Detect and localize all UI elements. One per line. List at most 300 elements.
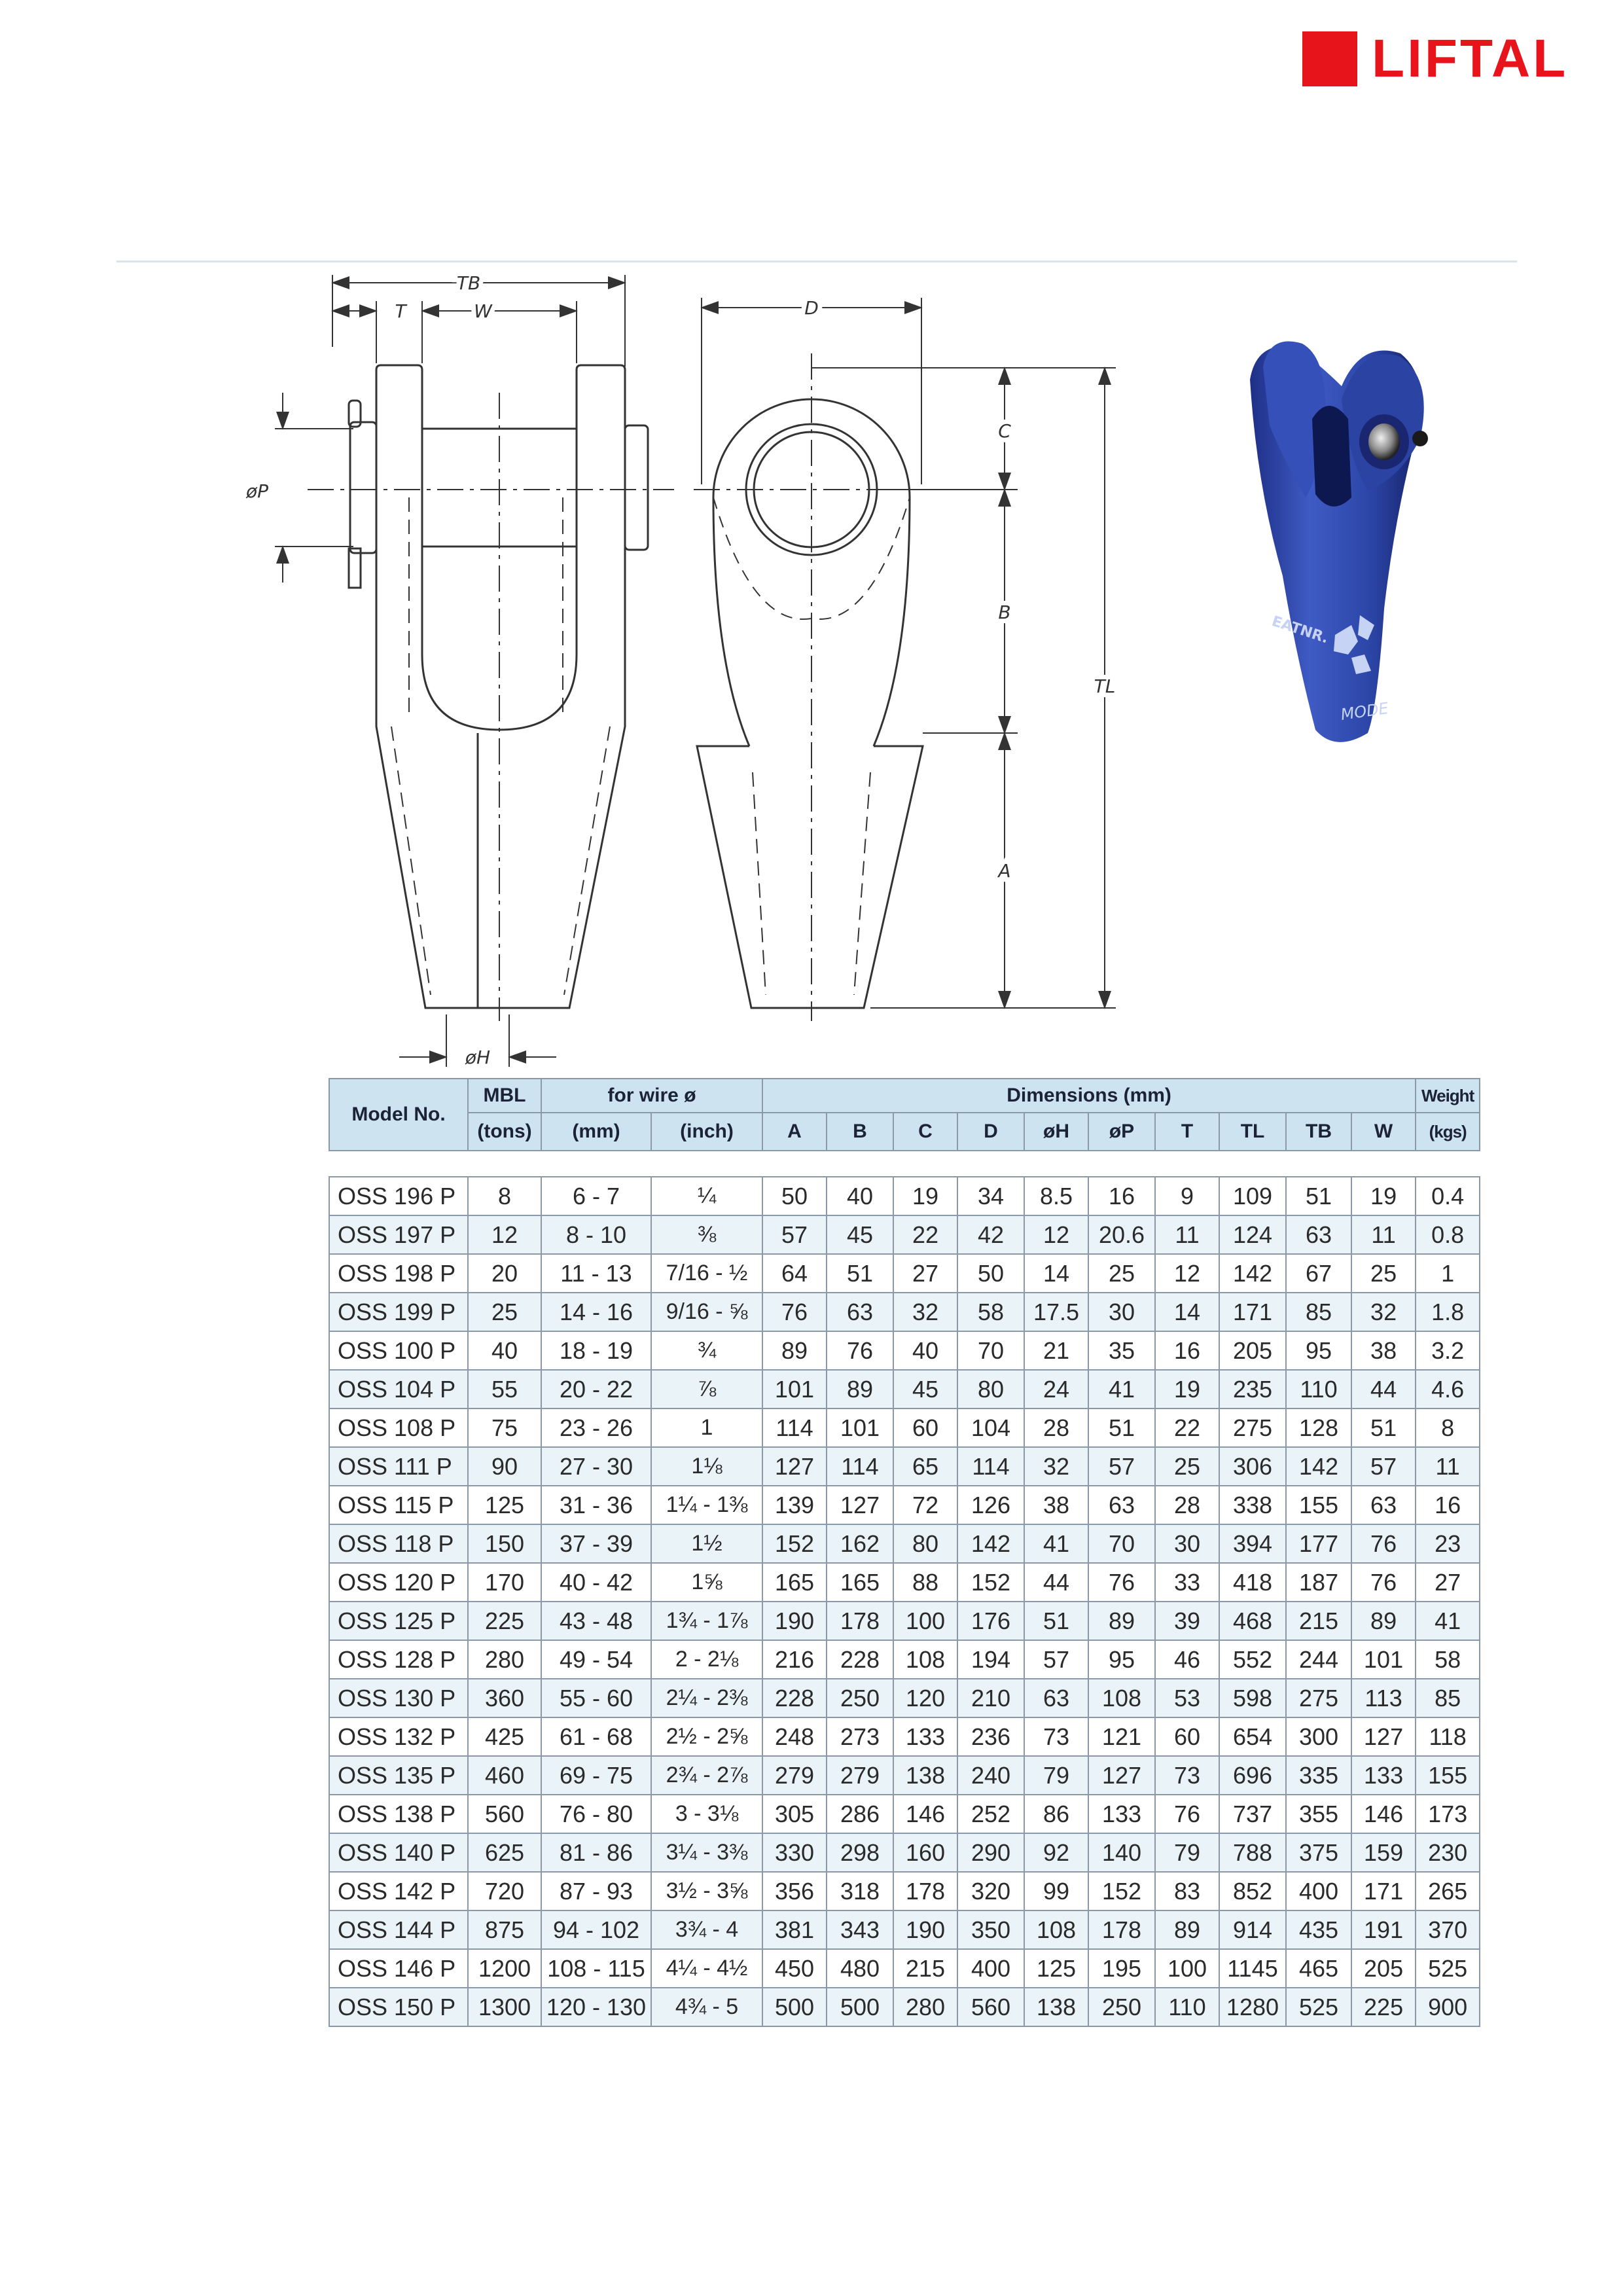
- cell-mm: 76 - 80: [541, 1795, 651, 1833]
- cell-a: 330: [762, 1833, 827, 1872]
- cell-mbl: 25: [468, 1293, 541, 1331]
- cell-h: 32: [1024, 1447, 1088, 1486]
- table-row: [329, 1756, 1480, 1795]
- header-weight-unit: (kgs): [1416, 1113, 1480, 1151]
- cell-mm: 18 - 19: [541, 1331, 651, 1370]
- photo-model-text: MODE: [1339, 699, 1390, 724]
- cell-model: OSS 198 P: [329, 1254, 468, 1293]
- cell-w: 19: [1351, 1177, 1416, 1215]
- cell-w: 89: [1351, 1602, 1416, 1640]
- cell-t: 39: [1155, 1602, 1219, 1640]
- cell-p: 51: [1088, 1408, 1155, 1447]
- cell-w: 127: [1351, 1717, 1416, 1756]
- cell-d: 152: [957, 1563, 1024, 1602]
- cell-p: 70: [1088, 1524, 1155, 1563]
- cell-a: 450: [762, 1949, 827, 1988]
- cell-a: 127: [762, 1447, 827, 1486]
- cell-d: 350: [957, 1910, 1024, 1949]
- cell-model: OSS 138 P: [329, 1795, 468, 1833]
- cell-h: 51: [1024, 1602, 1088, 1640]
- cell-tl: 852: [1219, 1872, 1286, 1910]
- cell-model: OSS 135 P: [329, 1756, 468, 1795]
- cell-mbl: 55: [468, 1370, 541, 1408]
- cell-inch: 1¾ - 1⅞: [651, 1602, 762, 1640]
- cell-w: 44: [1351, 1370, 1416, 1408]
- cell-mbl: 20: [468, 1254, 541, 1293]
- header-wire-mm: (mm): [541, 1113, 651, 1151]
- brand-logo: [1302, 31, 1568, 86]
- cell-mbl: 225: [468, 1602, 541, 1640]
- table-row: [329, 1833, 1480, 1872]
- header-mbl-unit: (tons): [468, 1113, 541, 1151]
- cell-t: 76: [1155, 1795, 1219, 1833]
- cell-p: 30: [1088, 1293, 1155, 1331]
- table-row: [329, 1254, 1480, 1293]
- cell-mbl: 12: [468, 1215, 541, 1254]
- cell-tl: 418: [1219, 1563, 1286, 1602]
- cell-b: 480: [827, 1949, 893, 1988]
- cell-h: 17.5: [1024, 1293, 1088, 1331]
- cell-kg: 0.8: [1416, 1215, 1480, 1254]
- cell-b: 279: [827, 1756, 893, 1795]
- dim-tl-label: TL: [1094, 675, 1116, 697]
- cell-p: 35: [1088, 1331, 1155, 1370]
- cell-tb: 355: [1286, 1795, 1351, 1833]
- cell-d: 58: [957, 1293, 1024, 1331]
- cell-d: 194: [957, 1640, 1024, 1679]
- cell-t: 33: [1155, 1563, 1219, 1602]
- cell-h: 24: [1024, 1370, 1088, 1408]
- cell-c: 65: [893, 1447, 957, 1486]
- cell-a: 381: [762, 1910, 827, 1949]
- cell-tl: 696: [1219, 1756, 1286, 1795]
- cell-a: 101: [762, 1370, 827, 1408]
- cell-b: 298: [827, 1833, 893, 1872]
- table-row: [329, 1293, 1480, 1331]
- cell-tb: 177: [1286, 1524, 1351, 1563]
- cell-d: 114: [957, 1447, 1024, 1486]
- cell-tl: 338: [1219, 1486, 1286, 1524]
- header-dimensions: Dimensions (mm): [762, 1079, 1416, 1113]
- cell-t: 16: [1155, 1331, 1219, 1370]
- cell-tb: 244: [1286, 1640, 1351, 1679]
- cell-a: 500: [762, 1988, 827, 2026]
- cell-h: 57: [1024, 1640, 1088, 1679]
- cell-kg: 27: [1416, 1563, 1480, 1602]
- cell-c: 19: [893, 1177, 957, 1215]
- cell-d: 42: [957, 1215, 1024, 1254]
- cell-p: 76: [1088, 1563, 1155, 1602]
- cell-kg: 230: [1416, 1833, 1480, 1872]
- cell-model: OSS 125 P: [329, 1602, 468, 1640]
- cell-tb: 525: [1286, 1988, 1351, 2026]
- logo-square-icon: [1302, 31, 1357, 86]
- cell-p: 16: [1088, 1177, 1155, 1215]
- cell-mm: 40 - 42: [541, 1563, 651, 1602]
- cell-tl: 394: [1219, 1524, 1286, 1563]
- cell-t: 11: [1155, 1215, 1219, 1254]
- table-row: [329, 1640, 1480, 1679]
- cell-kg: 900: [1416, 1988, 1480, 2026]
- cell-tl: 306: [1219, 1447, 1286, 1486]
- cell-inch: 3½ - 3⅝: [651, 1872, 762, 1910]
- cell-model: OSS 120 P: [329, 1563, 468, 1602]
- cell-mm: 14 - 16: [541, 1293, 651, 1331]
- cell-tl: 598: [1219, 1679, 1286, 1717]
- cell-t: 83: [1155, 1872, 1219, 1910]
- header-dim-h: øH: [1024, 1113, 1088, 1151]
- cell-tb: 85: [1286, 1293, 1351, 1331]
- cell-b: 45: [827, 1215, 893, 1254]
- cell-p: 178: [1088, 1910, 1155, 1949]
- cell-tb: 155: [1286, 1486, 1351, 1524]
- header-dim-tb: TB: [1286, 1113, 1351, 1151]
- cell-b: 89: [827, 1370, 893, 1408]
- cell-tb: 142: [1286, 1447, 1351, 1486]
- cell-t: 53: [1155, 1679, 1219, 1717]
- header-dim-a: A: [762, 1113, 827, 1151]
- cell-t: 22: [1155, 1408, 1219, 1447]
- header-dim-d: D: [957, 1113, 1024, 1151]
- cell-w: 63: [1351, 1486, 1416, 1524]
- cell-tb: 465: [1286, 1949, 1351, 1988]
- cell-w: 57: [1351, 1447, 1416, 1486]
- cell-a: 228: [762, 1679, 827, 1717]
- cell-d: 142: [957, 1524, 1024, 1563]
- cell-kg: 41: [1416, 1602, 1480, 1640]
- cell-inch: 4¾ - 5: [651, 1988, 762, 2026]
- cell-c: 45: [893, 1370, 957, 1408]
- cell-c: 138: [893, 1756, 957, 1795]
- cell-mm: 8 - 10: [541, 1215, 651, 1254]
- cell-tb: 335: [1286, 1756, 1351, 1795]
- cell-model: OSS 115 P: [329, 1486, 468, 1524]
- cell-d: 80: [957, 1370, 1024, 1408]
- cell-a: 248: [762, 1717, 827, 1756]
- cell-inch: 3 - 3⅛: [651, 1795, 762, 1833]
- cell-kg: 58: [1416, 1640, 1480, 1679]
- cell-tl: 109: [1219, 1177, 1286, 1215]
- cell-kg: 11: [1416, 1447, 1480, 1486]
- dim-w-label: W: [474, 300, 492, 322]
- technical-drawing: [0, 0, 1152, 1080]
- table-row: [329, 1408, 1480, 1447]
- cell-w: 205: [1351, 1949, 1416, 1988]
- cell-c: 100: [893, 1602, 957, 1640]
- cell-a: 139: [762, 1486, 827, 1524]
- table-body: [329, 1177, 1480, 2026]
- dim-c-label: C: [998, 420, 1011, 442]
- cell-kg: 265: [1416, 1872, 1480, 1910]
- cell-b: 162: [827, 1524, 893, 1563]
- cell-b: 101: [827, 1408, 893, 1447]
- cell-mbl: 150: [468, 1524, 541, 1563]
- cell-a: 57: [762, 1215, 827, 1254]
- cell-w: 101: [1351, 1640, 1416, 1679]
- cell-h: 14: [1024, 1254, 1088, 1293]
- table-row: [329, 1717, 1480, 1756]
- cell-tb: 110: [1286, 1370, 1351, 1408]
- cell-model: OSS 150 P: [329, 1988, 468, 2026]
- cell-c: 22: [893, 1215, 957, 1254]
- cell-c: 280: [893, 1988, 957, 2026]
- header-dim-p: øP: [1088, 1113, 1155, 1151]
- cell-kg: 4.6: [1416, 1370, 1480, 1408]
- cell-tl: 275: [1219, 1408, 1286, 1447]
- table-row: [329, 1524, 1480, 1563]
- cell-t: 14: [1155, 1293, 1219, 1331]
- cell-d: 400: [957, 1949, 1024, 1988]
- cell-p: 89: [1088, 1602, 1155, 1640]
- header-weight: Weight: [1416, 1079, 1480, 1113]
- cell-p: 95: [1088, 1640, 1155, 1679]
- cell-kg: 173: [1416, 1795, 1480, 1833]
- cell-p: 20.6: [1088, 1215, 1155, 1254]
- cell-inch: ⅞: [651, 1370, 762, 1408]
- cell-t: 9: [1155, 1177, 1219, 1215]
- cell-c: 40: [893, 1331, 957, 1370]
- cell-mm: 94 - 102: [541, 1910, 651, 1949]
- cell-kg: 3.2: [1416, 1331, 1480, 1370]
- cell-b: 114: [827, 1447, 893, 1486]
- cell-a: 356: [762, 1872, 827, 1910]
- table-row: [329, 1331, 1480, 1370]
- cell-tb: 187: [1286, 1563, 1351, 1602]
- cell-p: 133: [1088, 1795, 1155, 1833]
- header-dim-t: T: [1155, 1113, 1219, 1151]
- cell-w: 113: [1351, 1679, 1416, 1717]
- cell-tl: 124: [1219, 1215, 1286, 1254]
- cell-mbl: 460: [468, 1756, 541, 1795]
- cell-a: 190: [762, 1602, 827, 1640]
- cell-mm: 6 - 7: [541, 1177, 651, 1215]
- brand-name: LIFTAL: [1372, 29, 1569, 88]
- cell-tl: 205: [1219, 1331, 1286, 1370]
- header-model: Model No.: [329, 1079, 468, 1151]
- cell-h: 41: [1024, 1524, 1088, 1563]
- dim-h-label: øH: [465, 1047, 491, 1068]
- header-dim-tl: TL: [1219, 1113, 1286, 1151]
- table-row: [329, 1215, 1480, 1254]
- cell-mm: 49 - 54: [541, 1640, 651, 1679]
- cell-b: 165: [827, 1563, 893, 1602]
- cell-t: 25: [1155, 1447, 1219, 1486]
- dim-b-label: B: [998, 601, 1011, 623]
- cell-mbl: 90: [468, 1447, 541, 1486]
- header-wire-inch: (inch): [651, 1113, 762, 1151]
- cell-p: 57: [1088, 1447, 1155, 1486]
- front-view: [694, 353, 936, 1021]
- cell-mbl: 1200: [468, 1949, 541, 1988]
- table-row: [329, 1563, 1480, 1602]
- cell-kg: 16: [1416, 1486, 1480, 1524]
- table-row: [329, 1949, 1480, 1988]
- cell-model: OSS 142 P: [329, 1872, 468, 1910]
- cell-kg: 8: [1416, 1408, 1480, 1447]
- spec-table: [329, 1078, 1480, 2027]
- cell-b: 343: [827, 1910, 893, 1949]
- cell-inch: 1½: [651, 1524, 762, 1563]
- cell-a: 64: [762, 1254, 827, 1293]
- cell-model: OSS 104 P: [329, 1370, 468, 1408]
- cell-t: 60: [1155, 1717, 1219, 1756]
- cell-kg: 23: [1416, 1524, 1480, 1563]
- table-row: [329, 1602, 1480, 1640]
- cell-b: 178: [827, 1602, 893, 1640]
- cell-c: 88: [893, 1563, 957, 1602]
- cell-h: 138: [1024, 1988, 1088, 2026]
- cell-mm: 43 - 48: [541, 1602, 651, 1640]
- cell-b: 51: [827, 1254, 893, 1293]
- cell-h: 38: [1024, 1486, 1088, 1524]
- cell-c: 32: [893, 1293, 957, 1331]
- cell-w: 225: [1351, 1988, 1416, 2026]
- cell-t: 46: [1155, 1640, 1219, 1679]
- cell-c: 178: [893, 1872, 957, 1910]
- cell-a: 50: [762, 1177, 827, 1215]
- cell-tl: 552: [1219, 1640, 1286, 1679]
- dim-d-label: D: [804, 297, 819, 319]
- cell-mm: 108 - 115: [541, 1949, 651, 1988]
- dim-p-label: øP: [245, 480, 268, 502]
- cell-a: 305: [762, 1795, 827, 1833]
- cell-w: 191: [1351, 1910, 1416, 1949]
- cell-w: 25: [1351, 1254, 1416, 1293]
- cell-p: 195: [1088, 1949, 1155, 1988]
- cell-tb: 400: [1286, 1872, 1351, 1910]
- table-row: [329, 1370, 1480, 1408]
- cell-mbl: 875: [468, 1910, 541, 1949]
- cell-h: 28: [1024, 1408, 1088, 1447]
- cell-inch: ⅜: [651, 1215, 762, 1254]
- cell-tb: 375: [1286, 1833, 1351, 1872]
- cell-h: 8.5: [1024, 1177, 1088, 1215]
- cell-p: 63: [1088, 1486, 1155, 1524]
- cell-inch: 2½ - 2⅝: [651, 1717, 762, 1756]
- cell-t: 79: [1155, 1833, 1219, 1872]
- cell-a: 152: [762, 1524, 827, 1563]
- cell-model: OSS 144 P: [329, 1910, 468, 1949]
- table-row: [329, 1872, 1480, 1910]
- cell-b: 500: [827, 1988, 893, 2026]
- cell-b: 273: [827, 1717, 893, 1756]
- cell-a: 76: [762, 1293, 827, 1331]
- table-row: [329, 1177, 1480, 1215]
- photo-maker-text: EATNR.: [1270, 613, 1330, 647]
- cell-t: 100: [1155, 1949, 1219, 1988]
- cell-d: 104: [957, 1408, 1024, 1447]
- cell-inch: 1⅝: [651, 1563, 762, 1602]
- cell-p: 127: [1088, 1756, 1155, 1795]
- cell-c: 72: [893, 1486, 957, 1524]
- cell-mbl: 560: [468, 1795, 541, 1833]
- cell-h: 108: [1024, 1910, 1088, 1949]
- cell-inch: 3¼ - 3⅜: [651, 1833, 762, 1872]
- cell-h: 73: [1024, 1717, 1088, 1756]
- cell-inch: 9/16 - ⅝: [651, 1293, 762, 1331]
- cell-d: 126: [957, 1486, 1024, 1524]
- cell-model: OSS 196 P: [329, 1177, 468, 1215]
- cell-mm: 87 - 93: [541, 1872, 651, 1910]
- cell-model: OSS 197 P: [329, 1215, 468, 1254]
- cell-t: 30: [1155, 1524, 1219, 1563]
- cell-model: OSS 111 P: [329, 1447, 468, 1486]
- cell-inch: ¾: [651, 1331, 762, 1370]
- cell-t: 89: [1155, 1910, 1219, 1949]
- cell-mm: 81 - 86: [541, 1833, 651, 1872]
- cell-inch: 1: [651, 1408, 762, 1447]
- cell-h: 12: [1024, 1215, 1088, 1254]
- cell-w: 51: [1351, 1408, 1416, 1447]
- header-dim-w: W: [1351, 1113, 1416, 1151]
- dim-tb-label: TB: [456, 272, 481, 294]
- cell-w: 11: [1351, 1215, 1416, 1254]
- cell-mbl: 625: [468, 1833, 541, 1872]
- cell-mm: 11 - 13: [541, 1254, 651, 1293]
- table-row: [329, 1795, 1480, 1833]
- cell-mm: 20 - 22: [541, 1370, 651, 1408]
- cell-w: 159: [1351, 1833, 1416, 1872]
- cell-p: 140: [1088, 1833, 1155, 1872]
- cell-c: 120: [893, 1679, 957, 1717]
- cell-c: 133: [893, 1717, 957, 1756]
- cell-d: 560: [957, 1988, 1024, 2026]
- cell-tb: 63: [1286, 1215, 1351, 1254]
- cell-d: 240: [957, 1756, 1024, 1795]
- table-row: [329, 1988, 1480, 2026]
- cell-p: 25: [1088, 1254, 1155, 1293]
- cell-mbl: 720: [468, 1872, 541, 1910]
- cell-inch: 2 - 2⅛: [651, 1640, 762, 1679]
- cell-mbl: 75: [468, 1408, 541, 1447]
- cell-tl: 1145: [1219, 1949, 1286, 1988]
- dim-t-label: T: [395, 300, 406, 322]
- cell-p: 108: [1088, 1679, 1155, 1717]
- cell-tl: 654: [1219, 1717, 1286, 1756]
- cell-mbl: 170: [468, 1563, 541, 1602]
- side-view: [308, 365, 674, 1021]
- cell-h: 92: [1024, 1833, 1088, 1872]
- cell-mbl: 40: [468, 1331, 541, 1370]
- cell-b: 76: [827, 1331, 893, 1370]
- cell-c: 60: [893, 1408, 957, 1447]
- table-row: [329, 1679, 1480, 1717]
- cell-p: 152: [1088, 1872, 1155, 1910]
- cell-d: 50: [957, 1254, 1024, 1293]
- cell-a: 279: [762, 1756, 827, 1795]
- cell-h: 63: [1024, 1679, 1088, 1717]
- cell-b: 40: [827, 1177, 893, 1215]
- cell-model: OSS 199 P: [329, 1293, 468, 1331]
- cell-tb: 128: [1286, 1408, 1351, 1447]
- cell-tl: 737: [1219, 1795, 1286, 1833]
- cell-mm: 27 - 30: [541, 1447, 651, 1486]
- cell-w: 76: [1351, 1563, 1416, 1602]
- cell-kg: 118: [1416, 1717, 1480, 1756]
- cell-kg: 0.4: [1416, 1177, 1480, 1215]
- cell-b: 228: [827, 1640, 893, 1679]
- cell-model: OSS 128 P: [329, 1640, 468, 1679]
- cell-d: 236: [957, 1717, 1024, 1756]
- cell-c: 215: [893, 1949, 957, 1988]
- cell-kg: 1.8: [1416, 1293, 1480, 1331]
- cell-inch: 2¼ - 2⅜: [651, 1679, 762, 1717]
- cell-tb: 275: [1286, 1679, 1351, 1717]
- cell-w: 32: [1351, 1293, 1416, 1331]
- cell-tb: 300: [1286, 1717, 1351, 1756]
- cell-model: OSS 130 P: [329, 1679, 468, 1717]
- cell-model: OSS 118 P: [329, 1524, 468, 1563]
